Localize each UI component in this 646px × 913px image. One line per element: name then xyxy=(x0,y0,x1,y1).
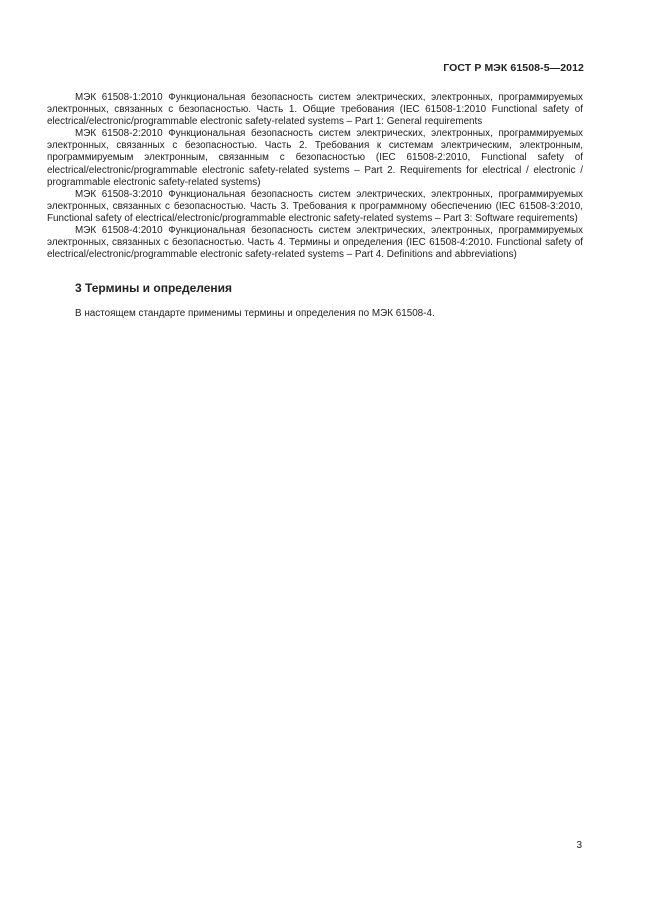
section-body-text: В настоящем стандарте применимы термины и определения по МЭК 61508-4. xyxy=(75,308,435,320)
reference-iec-61508-3: МЭК 61508-3:2010 Функциональная безопасность систем электрических, электронных, программируемых электронных, связанных с безопасностью. Часть 3. Требования к программному обеспечению (IEC 61508-3:2010, Functional safety of electrical/electronic/programmable electronic safety-related systems – Part 3: Software requirements) xyxy=(47,188,583,224)
reference-iec-61508-1: МЭК 61508-1:2010 Функциональная безопасность систем электрических, электронных, программируемых электронных, связанных с безопасностью. Часть 1. Общие требования (IEC 61508-1:2010 Functional safety of electrical/electronic/programmable electronic safety-related systems – Part 1: General requirements xyxy=(47,92,583,128)
reference-iec-61508-2: МЭК 61508-2:2010 Функциональная безопасность систем электрических, электронных, программируемых электронных, связанных с безопасностью. Часть 2. Требования к системам электрическим, электронным, программируемым электронным, связанным с безопасностью (IEC 61508-2:2010, Functional safety of electrical/electronic/programmable electronic safety-related systems – Part 2. Requirements for electrical / electronic / programmable electronic safety-related systems) xyxy=(47,128,583,188)
document-header: ГОСТ Р МЭК 61508-5—2012 xyxy=(443,62,584,74)
page-number: 3 xyxy=(576,840,582,851)
main-content xyxy=(47,92,583,320)
reference-iec-61508-4: МЭК 61508-4:2010 Функциональная безопасность систем электрических, электронных, программируемых электронных, связанных с безопасностью. Часть 4. Термины и определения (IEC 61508-4:2010. Functional safety of electrical/electronic/programmable electronic safety-related systems – Part 4. Definitions and abbreviations) xyxy=(47,225,583,261)
section-title: 3 Термины и определения xyxy=(75,281,233,296)
